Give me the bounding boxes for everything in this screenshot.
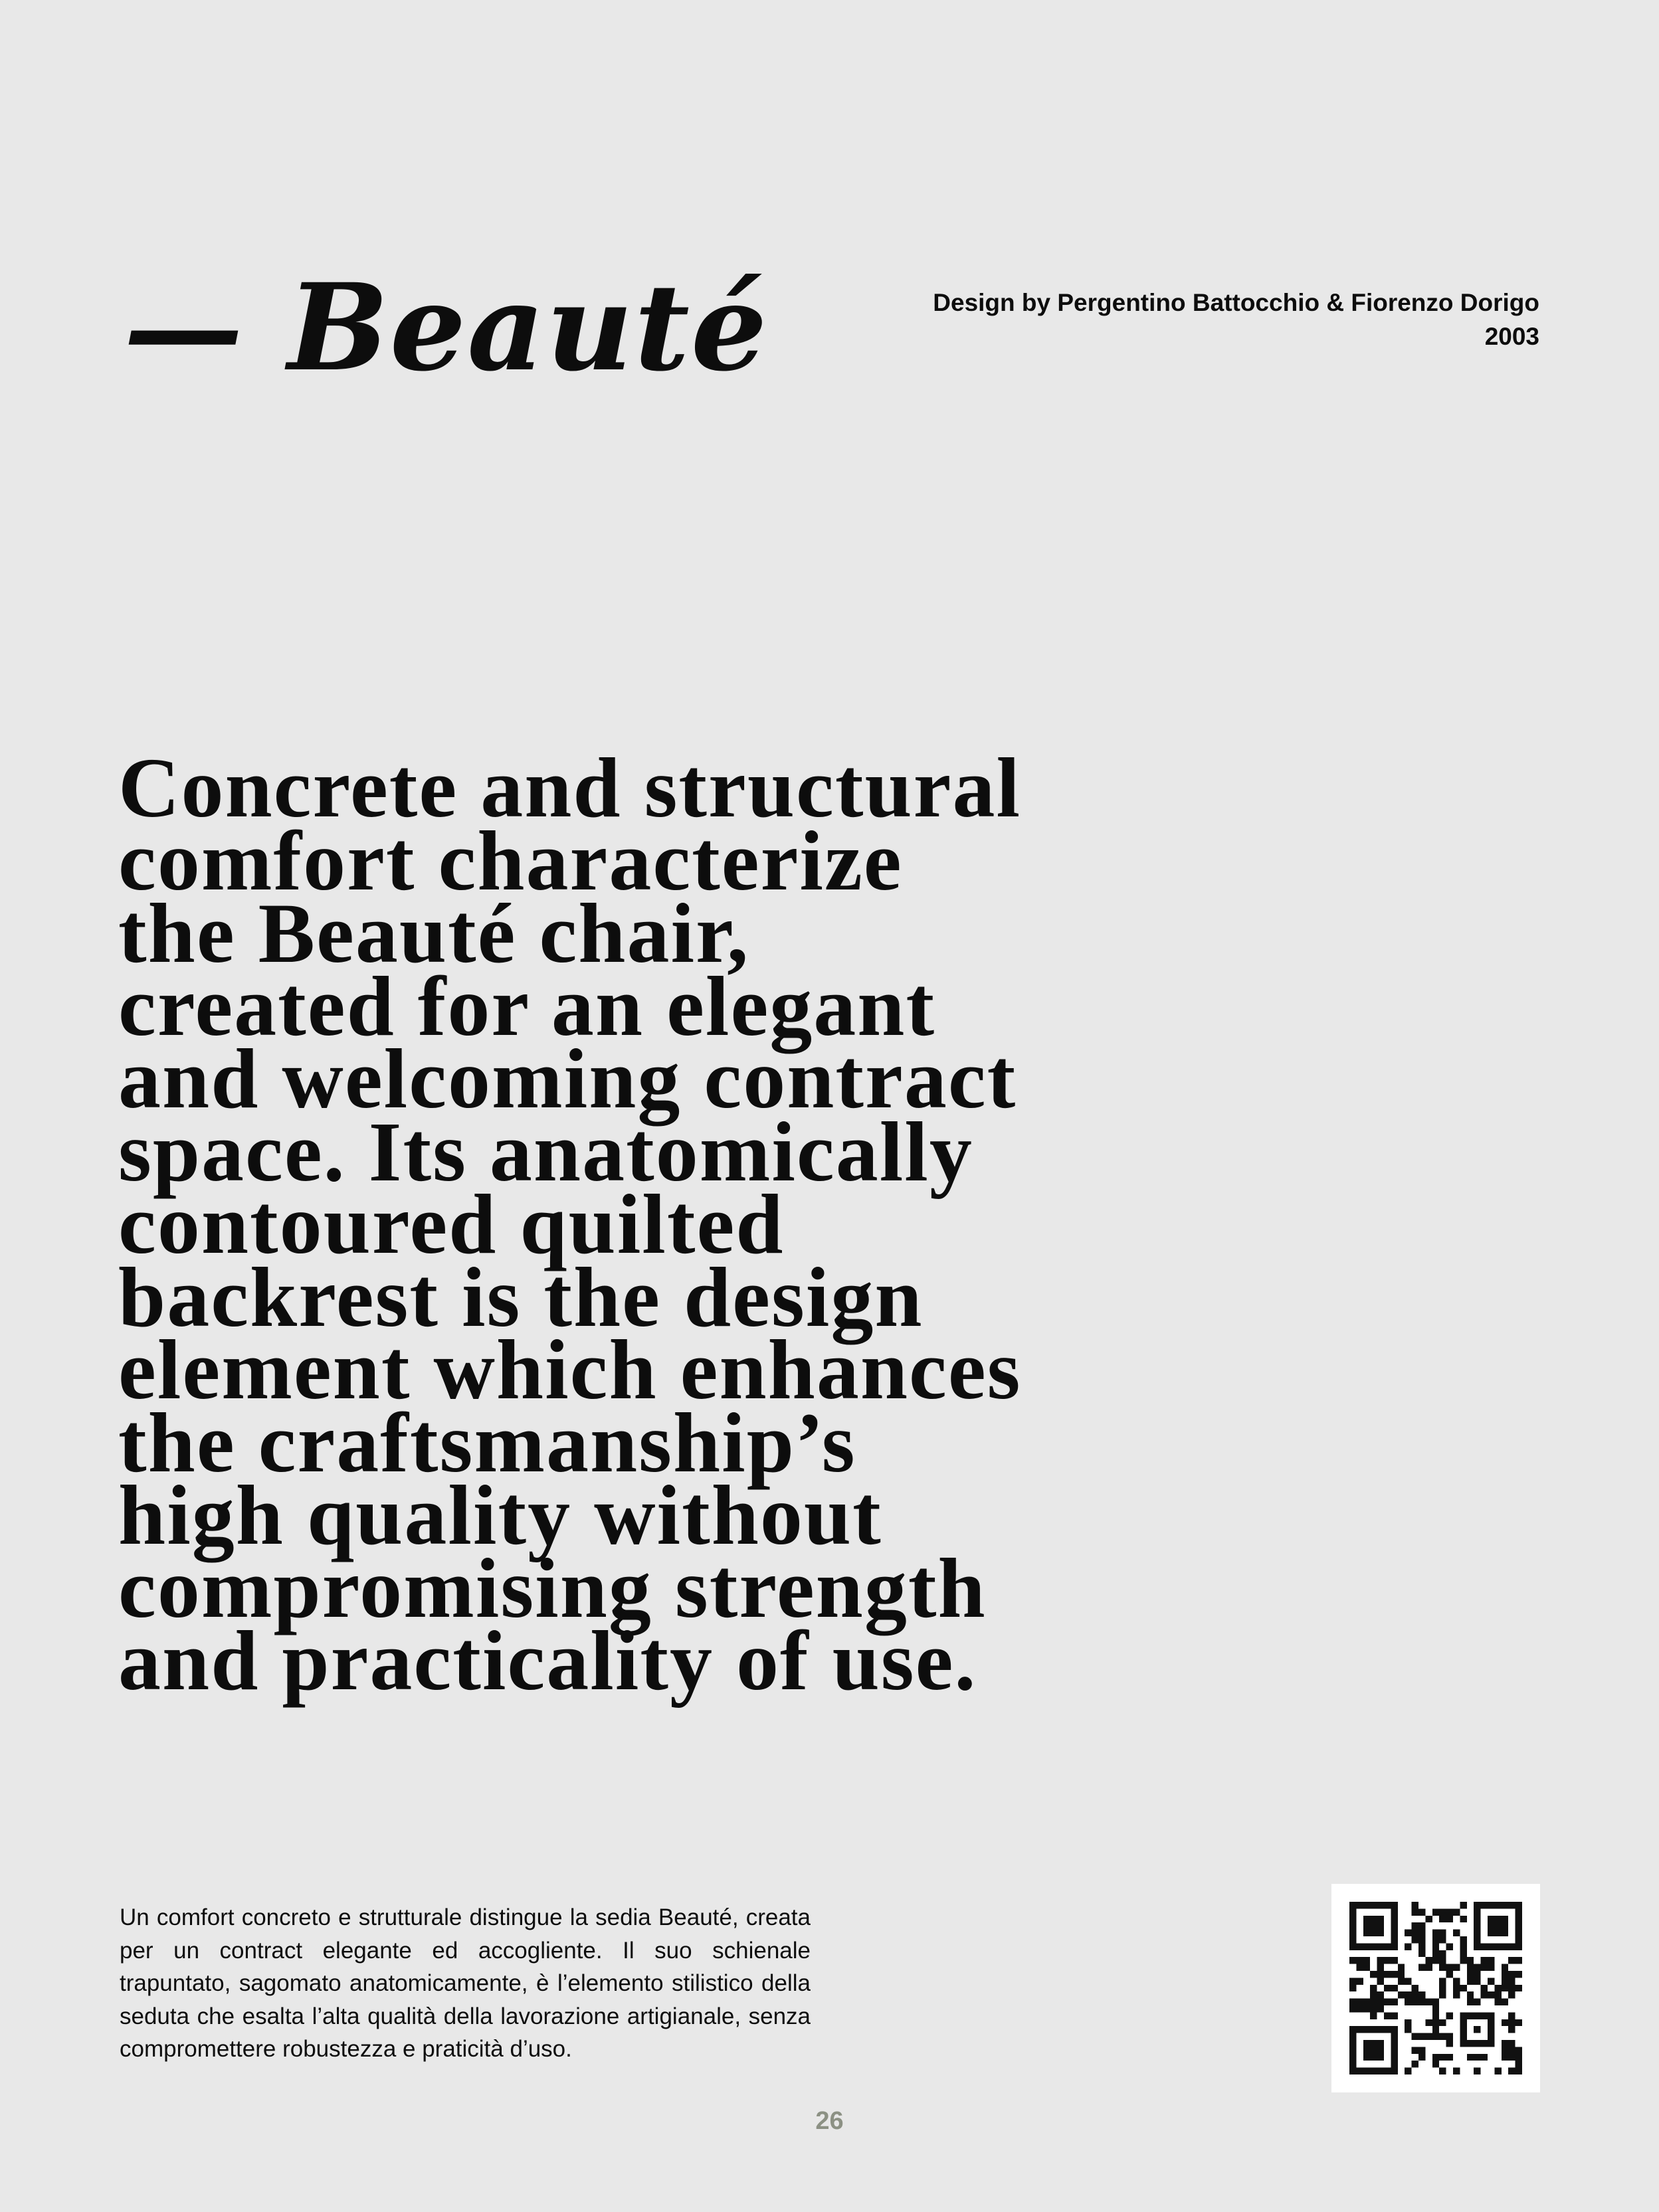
- qr-module: [1363, 1999, 1370, 2005]
- qr-module: [1412, 1936, 1418, 1943]
- qr-module: [1467, 1991, 1474, 1998]
- qr-module: [1418, 1999, 1425, 2005]
- qr-module: [1508, 1978, 1515, 1984]
- qr-module: [1398, 1991, 1405, 1998]
- qr-module: [1432, 1999, 1439, 2005]
- qr-module: [1439, 2054, 1446, 2061]
- qr-module: [1384, 1971, 1391, 1978]
- page-title: — Beauté: [124, 258, 769, 398]
- qr-module: [1439, 1991, 1446, 1998]
- qr-module: [1349, 1985, 1356, 1991]
- qr-module: [1446, 2012, 1453, 2019]
- qr-module: [1446, 1916, 1453, 1922]
- qr-module: [1508, 2026, 1515, 2033]
- qr-module: [1488, 1957, 1494, 1964]
- qr-module: [1439, 1978, 1446, 1984]
- qr-module: [1502, 1978, 1508, 1984]
- qr-module: [1377, 1999, 1384, 2005]
- qr-module: [1384, 1957, 1391, 1964]
- intro-line: compromising strength: [118, 1540, 987, 1635]
- qr-module: [1446, 2054, 1453, 2061]
- qr-module: [1467, 1999, 1474, 2005]
- qr-module: [1502, 1999, 1508, 2005]
- qr-module: [1508, 1957, 1515, 1964]
- qr-module: [1356, 1964, 1363, 1971]
- qr-module: [1453, 1991, 1460, 1998]
- qr-module: [1398, 1971, 1405, 1978]
- qr-module: [1391, 1985, 1397, 1991]
- qr-module: [1502, 2047, 1508, 2053]
- qr-module: [1494, 1999, 1501, 2005]
- qr-module: [1439, 1957, 1446, 1964]
- intro-line: the Beauté chair,: [118, 886, 750, 980]
- qr-module: [1432, 1957, 1439, 1964]
- qr-module: [1370, 2005, 1377, 2012]
- qr-module: [1418, 2033, 1425, 2040]
- qr-module: [1508, 1971, 1515, 1978]
- qr-module: [1467, 1964, 1474, 1971]
- qr-module: [1377, 1957, 1384, 1964]
- designer-credit: [933, 286, 1539, 353]
- qr-module: [1405, 1930, 1411, 1936]
- qr-module: [1481, 1985, 1488, 1991]
- qr-module: [1432, 1930, 1439, 1936]
- qr-module: [1425, 1964, 1432, 1971]
- qr-module: [1391, 1957, 1397, 1964]
- qr-module: [1453, 1978, 1460, 1984]
- intro-line: space. Its anatomically: [118, 1104, 973, 1199]
- qr-module: [1391, 2012, 1397, 2019]
- qr-module: [1439, 1964, 1446, 1971]
- qr-module: [1467, 2054, 1474, 2061]
- qr-module: [1418, 1922, 1425, 1929]
- qr-module: [1494, 1991, 1501, 1998]
- qr-module: [1405, 1978, 1411, 1984]
- qr-module: [1425, 2019, 1432, 2026]
- qr-module: [1418, 1950, 1425, 1957]
- intro-line: and welcoming contract: [118, 1032, 1017, 1126]
- qr-module: [1432, 2019, 1439, 2026]
- qr-module: [1356, 1957, 1363, 1964]
- qr-module: [1418, 2047, 1425, 2053]
- qr-module: [1363, 1957, 1370, 1964]
- intro-line: the craftsmanship’s: [118, 1395, 856, 1490]
- qr-module: [1439, 1950, 1446, 1957]
- qr-module: [1467, 1957, 1474, 1964]
- qr-module: [1418, 1991, 1425, 1998]
- italian-description: Un comfort concreto e strutturale distingue la sedia Beauté, creata per un contract elegante ed accogliente. Il suo schienale trapuntato, sagomato anatomicamente, è l’elemento stilistico della seduta che esalta l’alta qualità della lavorazione artigianale, senza compromettere robustezza e praticità d’uso.: [120, 1904, 811, 2062]
- qr-module: [1502, 1971, 1508, 1978]
- qr-module: [1405, 1991, 1411, 1998]
- qr-module: [1481, 1964, 1488, 1971]
- qr-module: [1377, 1978, 1384, 1984]
- qr-module: [1405, 1999, 1411, 2005]
- qr-module: [1508, 2019, 1515, 2026]
- qr-module: [1502, 1964, 1508, 1971]
- qr-module: [1453, 1964, 1460, 1971]
- qr-module: [1398, 1978, 1405, 1984]
- qr-module: [1515, 2054, 1522, 2061]
- qr-module: [1398, 1964, 1405, 1971]
- qr-module: [1425, 1957, 1432, 1964]
- qr-module: [1405, 2068, 1411, 2074]
- qr-module: [1356, 1978, 1363, 1984]
- qr-module: [1446, 2033, 1453, 2040]
- qr-module: [1432, 2054, 1439, 2061]
- qr-module: [1439, 1936, 1446, 1943]
- qr-module: [1432, 1908, 1439, 1915]
- qr-module: [1439, 1916, 1446, 1922]
- qr-module: [1488, 1964, 1494, 1971]
- qr-module: [1412, 1999, 1418, 2005]
- qr-module: [1502, 2054, 1508, 2061]
- qr-module: [1481, 1991, 1488, 1998]
- qr-module: [1502, 1985, 1508, 1991]
- qr-module: [1370, 1999, 1377, 2005]
- qr-code[interactable]: [1331, 1884, 1540, 2092]
- qr-module: [1508, 2040, 1515, 2047]
- qr-module: [1467, 1978, 1474, 1984]
- qr-module: [1502, 2019, 1508, 2026]
- qr-module: [1508, 2054, 1515, 2061]
- intro-line: and practicality of use.: [118, 1613, 977, 1708]
- intro-line: backrest is the design: [118, 1249, 924, 1344]
- qr-module: [1439, 2033, 1446, 2040]
- qr-module: [1418, 1936, 1425, 1943]
- qr-module: [1425, 1916, 1432, 1922]
- qr-module: [1405, 2026, 1411, 2033]
- qr-module: [1412, 2061, 1418, 2067]
- qr-module: [1418, 1943, 1425, 1950]
- qr-module: [1474, 1978, 1480, 1984]
- qr-module: [1446, 1908, 1453, 1915]
- qr-module: [1453, 1930, 1460, 1936]
- qr-module: [1508, 1991, 1515, 1998]
- qr-module: [1356, 2005, 1363, 2012]
- qr-module: [1432, 2033, 1439, 2040]
- qr-module: [1460, 1985, 1466, 1991]
- qr-module: [1363, 2005, 1370, 2012]
- intro-line: Concrete and structural: [118, 741, 1021, 835]
- qr-module: [1515, 1985, 1522, 1991]
- qr-module: [1425, 1999, 1432, 2005]
- qr-module: [1432, 2012, 1439, 2019]
- qr-module: [1412, 1908, 1418, 1915]
- intro-line: element which enhances: [118, 1323, 1022, 1417]
- qr-module: [1460, 1943, 1466, 1950]
- intro-paragraph: [118, 741, 1248, 1708]
- intro-line: comfort characterize: [118, 813, 903, 908]
- qr-module: [1446, 2040, 1453, 2047]
- qr-module: [1384, 1985, 1391, 1991]
- qr-module: [1446, 1964, 1453, 1971]
- intro-line: created for an elegant: [118, 959, 936, 1054]
- qr-module: [1370, 2012, 1377, 2019]
- qr-module: [1432, 1943, 1439, 1950]
- qr-module: [1508, 1985, 1515, 1991]
- intro-line: contoured quilted: [118, 1177, 785, 1271]
- qr-module: [1432, 2005, 1439, 2012]
- qr-module: [1474, 1971, 1480, 1978]
- qr-module: [1412, 2047, 1418, 2053]
- qr-module: [1439, 1930, 1446, 1936]
- qr-module: [1453, 1908, 1460, 1915]
- qr-module: [1474, 1999, 1480, 2005]
- qr-module: [1488, 1991, 1494, 1998]
- qr-module: [1349, 1978, 1356, 1984]
- qr-module: [1488, 1978, 1494, 1984]
- qr-module: [1370, 1985, 1377, 1991]
- qr-module: [1405, 2019, 1411, 2026]
- qr-module: [1515, 1971, 1522, 1978]
- qr-module: [1418, 1930, 1425, 1936]
- qr-module: [1515, 2047, 1522, 2053]
- qr-module: [1439, 2019, 1446, 2026]
- qr-module: [1384, 2012, 1391, 2019]
- qr-module: [1418, 1908, 1425, 1915]
- qr-module: [1418, 2054, 1425, 2061]
- qr-module: [1349, 1957, 1356, 1964]
- qr-module: [1481, 2054, 1488, 2061]
- qr-module: [1467, 1971, 1474, 1978]
- qr-module: [1412, 2033, 1418, 2040]
- qr-module: [1377, 1991, 1384, 1998]
- qr-module: [1460, 1957, 1466, 1964]
- qr-module: [1405, 1943, 1411, 1950]
- qr-module: [1412, 1902, 1418, 1908]
- qr-module: [1349, 2005, 1356, 2012]
- qr-module: [1494, 1985, 1501, 1991]
- qr-module: [1412, 1985, 1418, 1991]
- qr-module: [1508, 2047, 1515, 2053]
- qr-module: [1439, 2068, 1446, 2074]
- qr-module: [1474, 2068, 1480, 2074]
- qr-module: [1508, 2012, 1515, 2019]
- qr-module: [1446, 1971, 1453, 1978]
- designer-names: Design by Pergentino Battocchio & Fiorenzo Dorigo: [933, 289, 1539, 316]
- qr-module: [1412, 1991, 1418, 1998]
- qr-module: [1412, 1922, 1418, 1929]
- qr-code-icon: [1349, 1902, 1522, 2074]
- qr-module: [1460, 1950, 1466, 1957]
- qr-module: [1508, 2068, 1515, 2074]
- qr-module: [1349, 1999, 1356, 2005]
- qr-module: [1502, 2040, 1508, 2047]
- qr-module: [1384, 1999, 1391, 2005]
- qr-module: [1432, 1936, 1439, 1943]
- qr-module: [1439, 1908, 1446, 1915]
- qr-module: [1515, 2068, 1522, 2074]
- design-year: 2003: [1484, 323, 1539, 350]
- intro-line: high quality without: [118, 1468, 882, 1562]
- qr-module: [1412, 1930, 1418, 1936]
- qr-module: [1363, 1964, 1370, 1971]
- qr-module: [1377, 1971, 1384, 1978]
- qr-module: [1370, 1971, 1377, 1978]
- qr-module: [1481, 1957, 1488, 1964]
- qr-module: [1377, 1964, 1384, 1971]
- qr-module: [1356, 1999, 1363, 2005]
- qr-module: [1377, 2005, 1384, 2012]
- qr-module: [1474, 2054, 1480, 2061]
- qr-module: [1460, 1902, 1466, 1908]
- qr-module: [1515, 1957, 1522, 1964]
- page-number: 26: [815, 2107, 844, 2135]
- qr-module: [1439, 1985, 1446, 1991]
- qr-module: [1453, 2068, 1460, 2074]
- qr-module: [1515, 2061, 1522, 2067]
- qr-module: [1432, 1950, 1439, 1957]
- qr-module: [1432, 2061, 1439, 2067]
- qr-module: [1370, 1991, 1377, 1998]
- qr-module: [1391, 1971, 1397, 1978]
- qr-module: [1494, 2068, 1501, 2074]
- qr-module: [1474, 1964, 1480, 1971]
- qr-module: [1425, 2033, 1432, 2040]
- qr-module: [1391, 1999, 1397, 2005]
- qr-module: [1446, 1943, 1453, 1950]
- qr-module: [1515, 2019, 1522, 2026]
- qr-module: [1460, 1916, 1466, 1922]
- qr-module: [1460, 1936, 1466, 1943]
- qr-module: [1418, 1964, 1425, 1971]
- qr-module: [1432, 2026, 1439, 2033]
- qr-module: [1453, 1985, 1460, 1991]
